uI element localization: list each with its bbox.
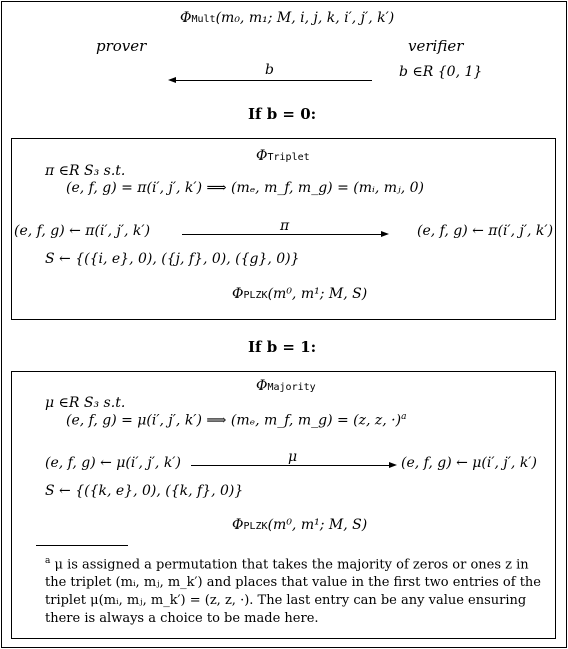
footnote-marker: a — [401, 412, 407, 422]
case0-verifier-assign: (e, f, g) ← π(i′, j′, k′) — [417, 223, 554, 239]
footnote-rule — [36, 545, 128, 546]
case1-line1: μ ∈R S₃ s.t. — [45, 395, 126, 411]
challenge-label: b — [265, 62, 274, 78]
case1-plzk-call: ΦPLZK(m⁰, m¹; M, S) — [232, 517, 368, 533]
challenge-arrow — [176, 80, 372, 81]
case0-arrow — [182, 234, 381, 235]
case1-set-line: S ← {({k, e}, 0), ({k, f}, 0)} — [45, 483, 244, 499]
case0-message: π — [280, 218, 290, 234]
case0-plzk-call: ΦPLZK(m⁰, m¹; M, S) — [232, 286, 368, 302]
protocol-title: ΦMult(m₀, m₁; M, i, j, k, i′, j′, k′) — [180, 10, 395, 26]
challenge-sampling: b ∈R {0, 1} — [399, 64, 483, 80]
case1-prover-assign: (e, f, g) ← μ(i′, j′, k′) — [45, 455, 181, 471]
case1-message: μ — [288, 449, 298, 465]
case0-box-title: ΦTriplet — [256, 148, 310, 164]
case1-arrow — [191, 465, 389, 466]
case1-arrowhead — [389, 462, 397, 468]
footnote-label: a — [45, 556, 51, 566]
verifier-label: verifier — [408, 37, 464, 55]
challenge-arrowhead — [168, 77, 176, 83]
case0-set-line: S ← {({i, e}, 0), ({j, f}, 0), ({g}, 0)} — [45, 251, 300, 267]
case0-line2: (e, f, g) = π(i′, j′, k′) ⟹ (mₑ, m_f, m_g) = (mᵢ, mⱼ, 0) — [66, 180, 424, 196]
case1-line2: (e, f, g) = μ(i′, j′, k′) ⟹ (mₑ, m_f, m_g) = (z, z, ·)$^a$ — [66, 412, 407, 429]
footnote — [45, 552, 545, 628]
case0-heading: If b = 0: — [248, 105, 317, 123]
case0-prover-assign: (e, f, g) ← π(i′, j′, k′) — [14, 223, 151, 239]
prover-label: prover — [96, 37, 147, 55]
case0-arrowhead — [381, 231, 389, 237]
case0-line1: π ∈R S₃ s.t. — [45, 163, 126, 179]
case1-box-title: ΦMajority — [256, 378, 316, 394]
case1-verifier-assign: (e, f, g) ← μ(i′, j′, k′) — [401, 455, 537, 471]
footnote-text: μ is assigned a permutation that takes the majority of zeros or ones z in the triplet (mᵢ, mⱼ, m_k′) and places that value in the first two entries of the triplet μ(mᵢ, mⱼ, m_k′) = (z, z, ·). The last entry can be any value ensuring there is always a choice to be made here. — [45, 557, 541, 627]
case1-heading: If b = 1: — [248, 338, 317, 356]
